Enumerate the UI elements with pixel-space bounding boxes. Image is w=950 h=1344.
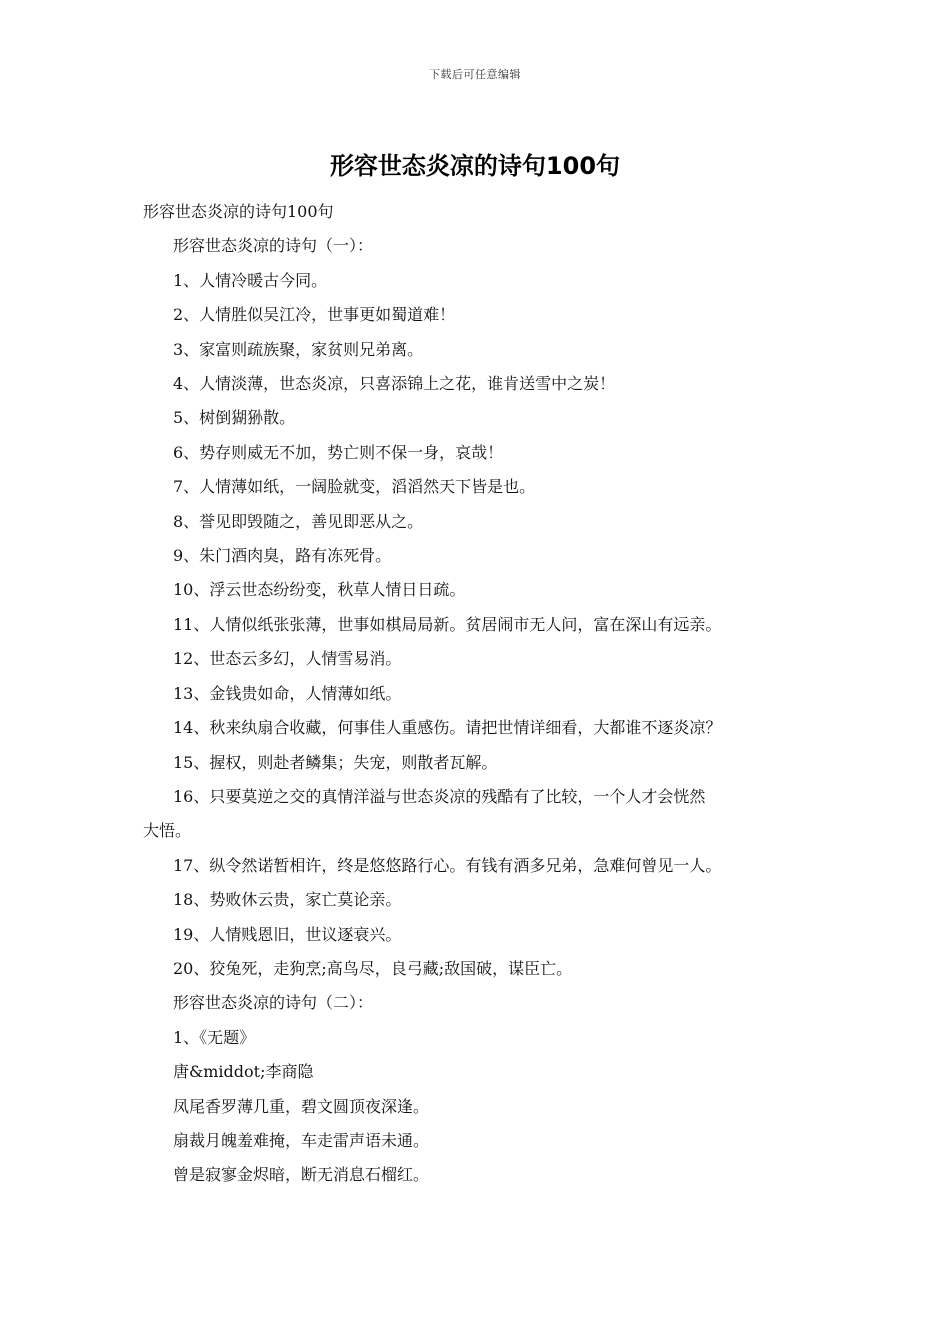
list-item: 10、浮云世态纷纷变，秋草人情日日疏。 [173, 580, 466, 600]
document-title: 形容世态炎凉的诗句100句 [329, 152, 621, 180]
list-item: 18、势败休云贵，家亡莫论亲。 [173, 890, 402, 910]
list-item: 5、树倒猢狲散。 [173, 408, 296, 428]
list-item: 4、人情淡薄，世态炎凉，只喜添锦上之花，谁肯送雪中之炭！ [173, 374, 616, 394]
intro-line: 形容世态炎凉的诗句100句 [143, 202, 334, 221]
list-item: 19、人情贱恩旧，世议逐衰兴。 [173, 924, 402, 944]
list-item: 1、人情冷暖古今同。 [173, 270, 328, 290]
list-item: 13、金钱贵如命，人情薄如纸。 [173, 683, 402, 703]
section-heading-1: 形容世态炎凉的诗句（一）： [173, 236, 374, 256]
list-item: 7、人情薄如纸，一阔脸就变，滔滔然天下皆是也。 [173, 477, 536, 497]
list-item: 17、纵令然诺暂相许，终是悠悠路行心。有钱有酒多兄弟，急难何曾见一人。 [173, 855, 722, 875]
list-item: 9、朱门酒肉臭，路有冻死骨。 [173, 546, 392, 566]
list-item: 11、人情似纸张张薄，世事如棋局局新。贫居闹市无人问，富在深山有远亲。 [173, 614, 722, 634]
poem-line: 曾是寂寥金烬暗，断无消息石榴红。 [173, 1165, 430, 1185]
list-item-16-line1: 16、只要莫逆之交的真情洋溢与世态炎凉的残酷有了比较，一个人才会恍然 [173, 786, 706, 806]
header-note: 下载后可任意编辑 [429, 68, 521, 81]
list-item: 8、誉见即毁随之，善见即恶从之。 [173, 511, 424, 531]
poem-line: 扇裁月魄羞难掩，车走雷声语未通。 [173, 1130, 430, 1150]
list-item: 6、势存则威无不加，势亡则不保一身，哀哉！ [173, 442, 504, 462]
poem-line: 凤尾香罗薄几重，碧文圆顶夜深逢。 [173, 1096, 430, 1116]
list-item: 14、秋来纨扇合收藏，何事佳人重感伤。请把世情详细看，大都谁不逐炎凉？ [173, 718, 722, 738]
list-item: 20、狡兔死，走狗烹;高鸟尽，良弓藏;敌国破，谋臣亡。 [173, 958, 573, 978]
document-body [143, 195, 823, 1193]
list-item: 15、握权，则赴者鳞集；失宠，则散者瓦解。 [173, 752, 498, 772]
list-item: 2、人情胜似吴江冷，世事更如蜀道难！ [173, 305, 456, 325]
list-item: 3、家富则疏族聚，家贫则兄弟离。 [173, 339, 424, 359]
section-heading-2: 形容世态炎凉的诗句（二）： [173, 993, 374, 1013]
list-item: 12、世态云多幻，人情雪易消。 [173, 649, 402, 669]
poem-author: 唐&middot;李商隐 [173, 1062, 314, 1082]
list-item-16-line2: 大悟。 [143, 821, 192, 841]
poem-title: 1、《无题》 [173, 1027, 256, 1047]
